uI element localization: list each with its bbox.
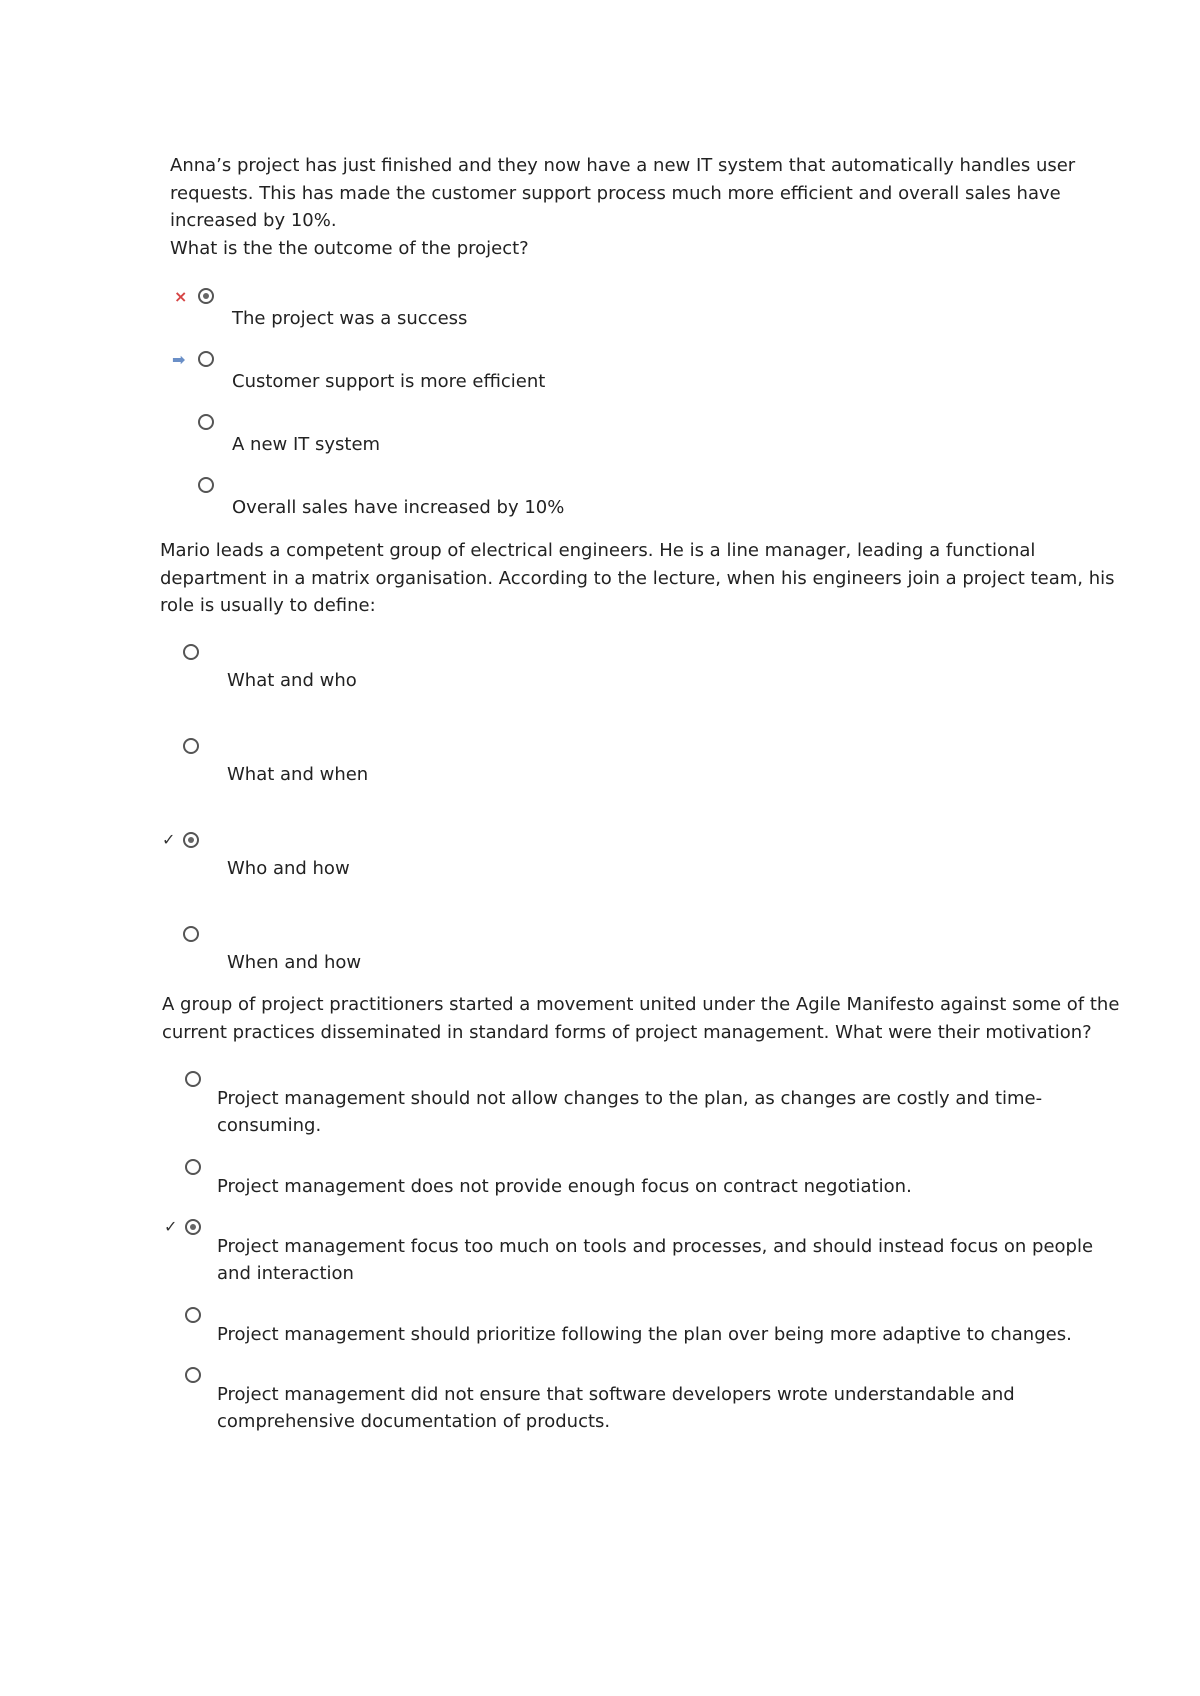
option-q1-4[interactable]: [0, 477, 1200, 517]
radio-button[interactable]: [183, 832, 199, 848]
question-text-line: current practices disseminated in standard forms of project management. What were their motivation?: [162, 1021, 1092, 1043]
question-text-line: What is the the outcome of the project?: [170, 237, 529, 259]
option-q3-1[interactable]: [0, 1071, 1200, 1141]
option-label: What and when: [227, 764, 369, 785]
option-q1-1[interactable]: [0, 288, 1200, 328]
option-q2-4[interactable]: [0, 926, 1200, 973]
option-q2-2[interactable]: [0, 738, 1200, 785]
option-label: [217, 1321, 1072, 1348]
option-label-line: Project management does not provide enough focus on contract negotiation.: [217, 1176, 912, 1197]
question-2-text: [160, 537, 1115, 620]
question-text-line: Anna’s project has just finished and they now have a new IT system that automatically handles user: [170, 155, 1076, 176]
radio-button[interactable]: [198, 351, 214, 367]
option-label: [217, 1173, 912, 1200]
correct-check-icon: ✓: [162, 830, 176, 849]
option-label: What and who: [227, 670, 357, 691]
incorrect-icon: ×: [174, 287, 188, 306]
question-text-line: department in a matrix organisation. According to the lecture, when his engineers join a project team, his: [160, 567, 1115, 589]
option-label-line: comprehensive documentation of products.: [217, 1411, 611, 1432]
option-label-line: Project management should prioritize following the plan over being more adaptive to changes.: [217, 1324, 1072, 1345]
question-text-line: A group of project practitioners started a movement united under the Agile Manifesto against some of the: [162, 994, 1120, 1015]
option-q1-2[interactable]: [0, 351, 1200, 391]
question-text-line: increased by 10%.: [170, 210, 337, 231]
option-q3-2[interactable]: [0, 1159, 1200, 1199]
question-text-line: Mario leads a competent group of electrical engineers. He is a line manager, leading a functional: [160, 540, 1036, 561]
option-label: Overall sales have increased by 10%: [232, 497, 565, 518]
question-text-line: requests. This has made the customer support process much more efficient and overall sales have: [170, 182, 1061, 204]
correct-answer-arrow-icon: ➡: [172, 350, 186, 369]
radio-button[interactable]: [185, 1219, 201, 1235]
question-1-text: [170, 152, 1075, 262]
option-label-line: and interaction: [217, 1263, 354, 1284]
question-3-text: [162, 991, 1119, 1046]
radio-button[interactable]: [198, 288, 214, 304]
correct-check-icon: ✓: [164, 1217, 178, 1236]
radio-button[interactable]: [183, 644, 199, 660]
radio-button[interactable]: [198, 414, 214, 430]
option-q2-1[interactable]: [0, 644, 1200, 691]
option-q3-3[interactable]: [0, 1219, 1200, 1289]
radio-button[interactable]: [183, 926, 199, 942]
option-label: A new IT system: [232, 434, 381, 455]
option-q2-3[interactable]: [0, 830, 1200, 879]
radio-button[interactable]: [185, 1071, 201, 1087]
option-label-line: Project management did not ensure that software developers wrote understandable and: [217, 1384, 1015, 1405]
radio-button[interactable]: [185, 1307, 201, 1323]
radio-button[interactable]: [185, 1159, 201, 1175]
question-text-line: role is usually to define:: [160, 595, 376, 616]
option-q3-5[interactable]: [0, 1367, 1200, 1437]
option-label-line: Project management focus too much on tools and processes, and should instead focus on people: [217, 1236, 1094, 1257]
option-q3-4[interactable]: [0, 1307, 1200, 1347]
option-label: The project was a success: [232, 308, 468, 329]
option-label: [217, 1085, 1042, 1139]
option-q1-3[interactable]: [0, 414, 1200, 454]
radio-button[interactable]: [183, 738, 199, 754]
radio-button[interactable]: [198, 477, 214, 493]
option-label: When and how: [227, 952, 362, 973]
radio-button[interactable]: [185, 1367, 201, 1383]
option-label: Customer support is more efficient: [232, 371, 546, 392]
option-label: Who and how: [227, 858, 350, 879]
option-label-line: Project management should not allow changes to the plan, as changes are costly and time-: [217, 1088, 1043, 1109]
option-label-line: consuming.: [217, 1115, 322, 1136]
option-label: [217, 1381, 1015, 1435]
option-label: [217, 1233, 1093, 1287]
